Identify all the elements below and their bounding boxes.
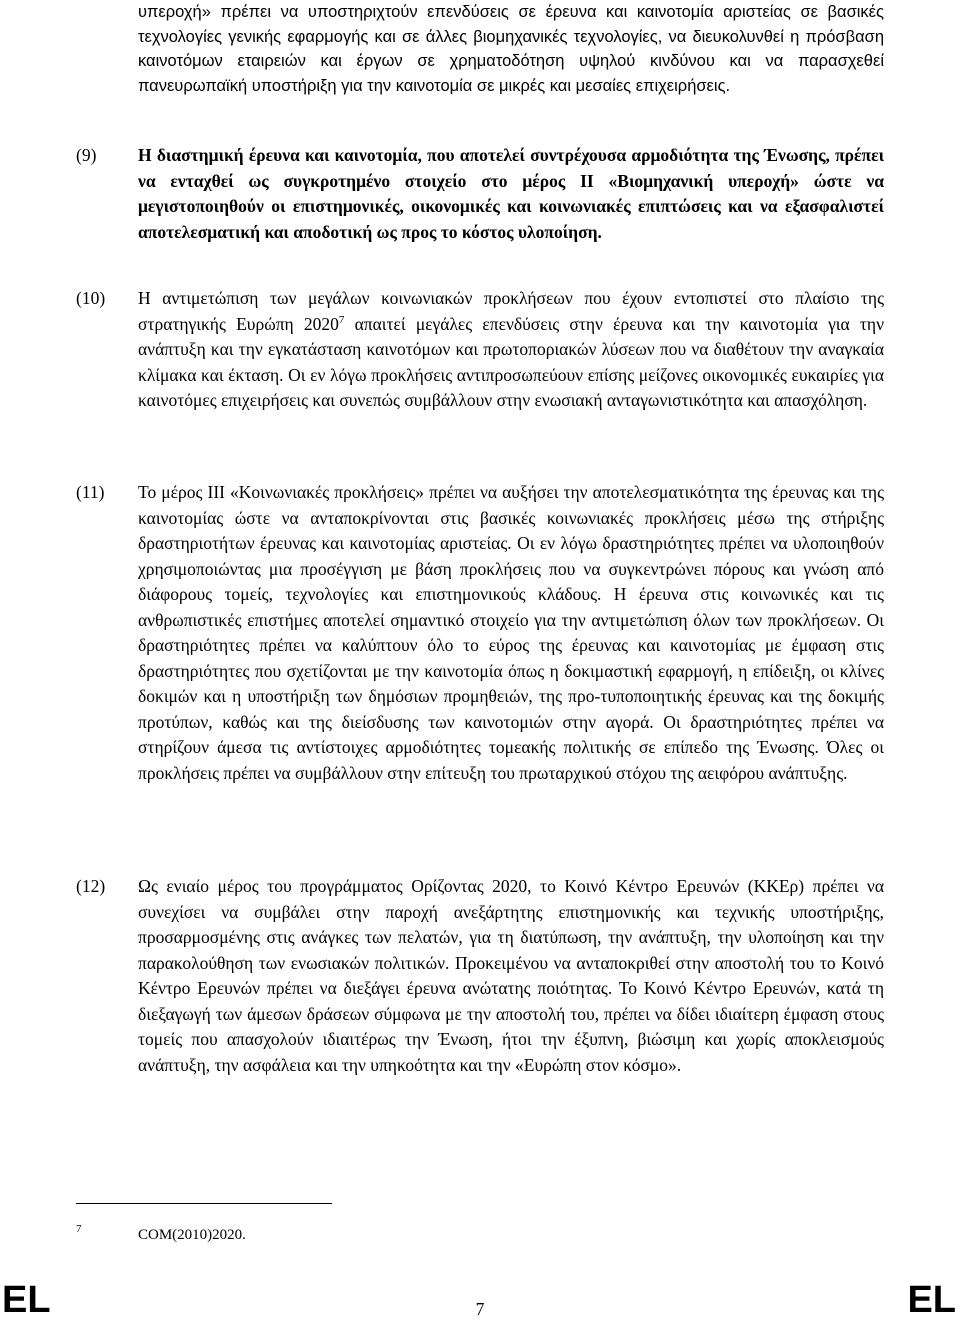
paragraph-number: (12) (76, 876, 106, 896)
paragraph-number: (9) (76, 145, 97, 165)
footnote-separator (76, 1203, 332, 1204)
paragraph-text: Το μέρος ΙΙΙ «Κοινωνιακές προκλήσεις» πρέπει να αυξήσει την αποτελεσματικότητα της έρευνας και της καινοτομίας ώστε να ανταποκρίνονται στις βασικές κοινωνιακές προκλήσεις μέσω της στήριξης δραστηριοτήτων έρευνας και καινοτομίας αριστείας. Οι εν λόγω δραστηριότητες πρέπει να υλοποιηθούν χρησιμοποιώντας μια προσέγγιση με βάση προκλήσεις που να συγκεντρώνει πόρους και γνώση από διάφορους τομείς, τεχνολογίες και επιστημονικούς κλάδους. Η έρευνα στις κοινωνικές και τις ανθρωπιστικές επιστήμες αποτελεί σημαντικό στοιχείο για την αντιμετώπιση όλων των προκλήσεων. Οι δραστηριότητες πρέπει να καλύπτουν όλο το εύρος της έρευνας και καινοτομίας με έμφαση στις δραστηριότητες που σχετίζονται με την καινοτομία όπως η δοκιμαστική εφαρμογή, η επίδειξη, οι κλίνες δοκιμών και η υποστήριξη των δημόσιων προμηθειών, της προ-τυποποιητικής έρευνας και της δοκιμής προτύπων, καθώς και της διείσδυσης των καινοτομιών στην αγορά. Οι δραστηριότητες πρέπει να στηρίζουν άμεσα τις αντίστοιχες αρμοδιότητες τομεακής πολιτικής σε επίπεδο της Ένωσης. Όλες οι προκλήσεις πρέπει να συμβάλλουν στην επίτευξη του πρωταρχικού στόχου της αειφόρου ανάπτυξης. (138, 482, 884, 783)
intro-paragraph: υπεροχή» πρέπει να υποστηριχτούν επενδύσεις σε έρευνα και καινοτομία αριστείας σε βασικές τεχνολογίες γενικής εφαρμογής και σε άλλες βιομηχανικές τεχνολογίες, να διευκολυνθεί η πρόσβαση καινοτόμων εταιρειών και έργων σε χρηματοδότηση υψηλού κινδύνου και να παρασχεθεί πανευρωπαϊκή υποστήριξη για την καινοτομία σε μικρές και μεσαίες επιχειρήσεις. (138, 3, 884, 95)
footnote-reference[interactable]: 7 (338, 313, 345, 326)
paragraph-number: (11) (76, 482, 105, 502)
footnote-number: 7 (76, 1223, 82, 1235)
page-number: 7 (475, 1299, 485, 1319)
paragraph-text (138, 286, 884, 414)
footnote-text: COM(2010)2020. (138, 1227, 246, 1243)
paragraph-text: Ως ενιαίο μέρος του προγράμματος Ορίζοντας 2020, το Κοινό Κέντρο Ερευνών (ΚΚΕρ) πρέπει να συνεχίσει να συμβάλει στην παροχή ανεξάρτητης επιστημονικής και τεχνικής υποστήριξης, προσαρμοσμένης στις ανάγκες των πελατών, για τη διατύπωση, την ανάπτυξη, την υλοποίηση και την παρακολούθηση των ενωσιακών πολιτικών. Προκειμένου να ανταποκριθεί στην αποστολή του το Κοινό Κέντρο Ερευνών πρέπει να διεξάγει έρευνα ανώτατης ποιότητας. Το Κοινό Κέντρο Ερευνών, κατά τη διεξαγωγή των άμεσων δράσεων σύμφωνα με την αποστολή του, πρέπει να δίδει ιδιαίτερη έμφαση στους τομείς που απασχολούν ιδιαιτέρως την Ένωση, ήτοι την έξυπνη, βιώσιμη και χωρίς αποκλεισμούς ανάπτυξη, την ασφάλεια και την υπηκοότητα και την «Ευρώπη στον κόσμο». (138, 876, 884, 1075)
footer-language-code-left: EL (2, 1279, 51, 1321)
paragraph-text: Η διαστημική έρευνα και καινοτομία, που αποτελεί συντρέχουσα αρμοδιότητα της Ένωσης, πρέπει να ενταχθεί ως συγκροτημένο στοιχείο στο μέρος ΙΙ «Βιομηχανική υπεροχή» ώστε να μεγιστοποιηθούν οι επιστημονικές, οικονομικές και κοινωνιακές επιπτώσεις και να εξασφαλιστεί αποτελεσματική και αποδοτική ως προς το κόστος υλοποίηση. (138, 145, 884, 242)
paragraph-number: (10) (76, 288, 106, 308)
footer-language-code-right: EL (907, 1279, 956, 1321)
paragraph-text-part: Η αντιμετώπιση των μεγάλων κοινωνιακών προκλήσεων που έχουν εντοπιστεί στο πλαίσιο της στρατηγικής Ευρώπη 2020 (138, 288, 884, 334)
paragraph-text-part: απαιτεί μεγάλες επενδύσεις στην έρευνα και την καινοτομία για την ανάπτυξη και την εγκατάσταση καινοτόμων και πρωτοποριακών λύσεων που να διαθέτουν την αναγκαία κλίμακα και έκταση. Οι εν λόγω προκλήσεις αντιπροσωπεύουν επίσης μείζονες οικονομικές ευκαιρίες για καινοτόμες επιχειρήσεις και συνεπώς συμβάλλουν στην ενωσιακή ανταγωνιστικότητα και απασχόληση. (138, 313, 884, 410)
